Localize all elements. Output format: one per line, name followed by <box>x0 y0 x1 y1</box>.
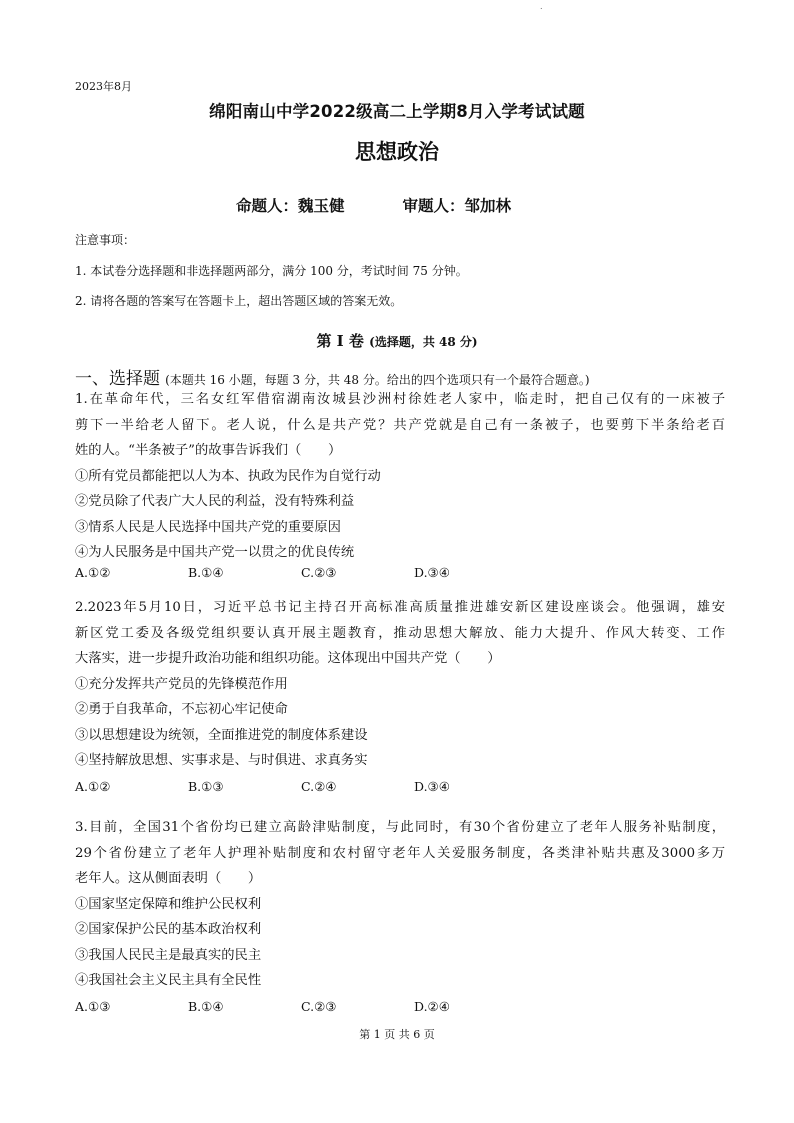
statement: ②党员除了代表广大人民的利益，没有特殊利益 <box>75 494 355 509</box>
exam-date: 2023年8月 <box>75 80 132 93</box>
corner-mark: . <box>540 2 543 11</box>
notice-item: 1. 本试卷分选择题和非选择题两部分，满分 100 分，考试时间 75 分钟。 <box>75 264 468 278</box>
subject-title: 思想政治 <box>355 140 439 164</box>
statement: ①所有党员都能把以人为本、执政为民作为自觉行动 <box>75 468 381 484</box>
question-text-line: 1.在革命年代，三名女红军借宿湖南汝城县沙洲村徐姓老人家中，临走时，把自己仅有的一床被子 <box>75 392 725 407</box>
section-heading <box>0 330 794 351</box>
statement: ①充分发挥共产党员的先锋模范作用 <box>75 676 288 692</box>
answer-options <box>75 774 725 796</box>
statement: ③情系人民是人民选择中国共产党的重要原因 <box>75 519 341 535</box>
question-text-line: 3.目前，全国31个省份均已建立高龄津贴制度，与此同时，有30个省份建立了老年人服务补贴制度， <box>75 820 725 835</box>
option-a: A.①③ <box>75 998 111 1014</box>
option-d: D.③④ <box>414 778 450 794</box>
part-heading <box>75 364 590 389</box>
exam-title: 绵阳南山中学2022级高二上学期8月入学考试试题 <box>209 102 585 121</box>
part-instruction: (本题共 16 小题，每题 3 分，共 48 分。给出的四个选项只有一个最符合题意。) <box>165 373 590 387</box>
answer-options <box>75 994 725 1016</box>
statement: ③以思想建设为统领，全面推进党的制度体系建设 <box>75 727 368 743</box>
authors-line <box>236 194 511 216</box>
question-text-line: 剪下一半给老人留下。老人说，什么是共产党？共产党就是自己有一条被子，也要剪下半条给老百 <box>75 417 725 433</box>
option-d: D.③④ <box>414 565 450 580</box>
question-text-line: 29个省份建立了老年人护理补贴制度和农村留守老年人关爱服务制度，各类津补贴共惠及3000多万 <box>75 845 725 861</box>
statement: ④坚持解放思想、实事求是、与时俱进、求真务实 <box>75 753 368 768</box>
question-text-line: 大落实，进一步提升政治功能和组织功能。这体现出中国共产党（ ） <box>75 651 501 666</box>
statement: ④我国社会主义民主具有全民性 <box>75 973 262 988</box>
notice-heading: 注意事项： <box>75 233 136 247</box>
answer-options <box>75 560 725 582</box>
statement: ②国家保护公民的基本政治权利 <box>75 922 262 937</box>
question-2 <box>75 595 725 796</box>
statement: ④为人民服务是中国共产党一以贯之的优良传统 <box>75 545 355 560</box>
option-d: D.②④ <box>414 998 450 1014</box>
reviewer: 审题人：邹加林 <box>402 196 512 215</box>
option-b: B.①④ <box>188 998 224 1014</box>
question-text-line: 老年人。这从侧面表明（ ） <box>75 871 262 886</box>
question-text-line: 2.2023年5月10日，习近平总书记主持召开高标准高质量推进雄安新区建设座谈会。他强调，雄安 <box>75 600 725 615</box>
option-c: C.②③ <box>301 565 337 580</box>
option-b: B.①④ <box>188 565 224 580</box>
question-text-line: 姓的人。“半条被子”的故事告诉我们（ ） <box>75 443 342 458</box>
section-note: (选择题，共 48 分) <box>369 335 478 349</box>
statement: ③我国人民民主是最真实的民主 <box>75 947 262 963</box>
option-a: A.①② <box>75 778 111 794</box>
statement: ②勇于自我革命，不忘初心牢记使命 <box>75 702 288 717</box>
notice-item: 2. 请将各题的答案写在答题卡上，超出答题区域的答案无效。 <box>75 294 403 308</box>
statement: ①国家坚定保障和维护公民权利 <box>75 896 262 912</box>
part-title: 一、选择题 <box>75 369 160 389</box>
option-a: A.①② <box>75 565 111 580</box>
page-footer: 第 1 页 共 6 页 <box>359 1028 435 1041</box>
section-title: 第 I 卷 <box>316 332 364 350</box>
question-text-line: 新区党工委及各级党组织要认真开展主题教育，推动思想大解放、能力大提升、作风大转变、工作 <box>75 625 725 641</box>
option-c: C.②③ <box>301 998 337 1014</box>
option-c: C.②④ <box>301 778 337 794</box>
question-1 <box>75 387 725 582</box>
question-3 <box>75 815 725 1016</box>
option-b: B.①③ <box>188 778 224 794</box>
author: 命题人：魏玉健 <box>236 196 345 215</box>
